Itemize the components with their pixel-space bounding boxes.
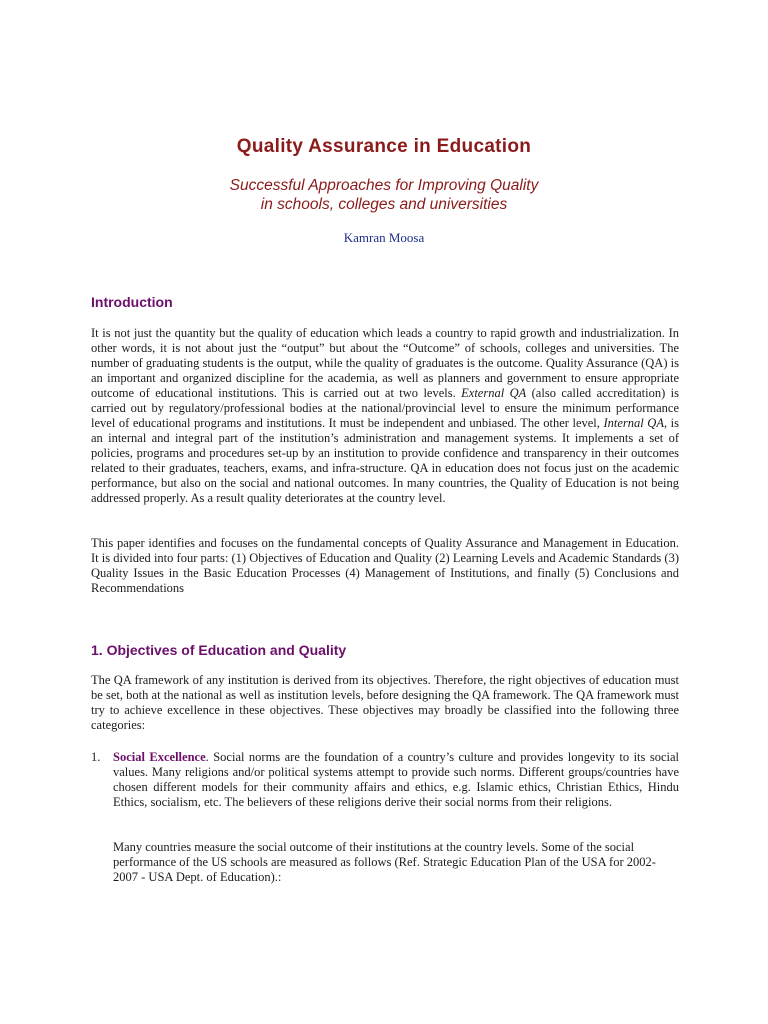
social-excellence-term: Social Excellence bbox=[113, 750, 206, 764]
document-subtitle bbox=[0, 176, 768, 214]
intro-p1-part-c: , is an internal and integral part of the institution’s administration and management systems. It implements a set of policies, programs and procedures set-up by an institution to provide confidence and transparency in their outcomes related to their graduates, teachers, exams, and infra-structure. QA in education does not focus just on the academic performance, but also on the social and national outcomes. In many countries, the Quality of Education is not being addressed properly. As a result quality deteriorates at the country level. bbox=[91, 416, 679, 505]
list-item-number: 1. bbox=[91, 750, 101, 764]
intro-p1-part-a: It is not just the quantity but the quality of education which leads a country to rapid growth and industrialization. In other words, it is not about just the “output” but about the “Outcome” of schools, colleges and universities. The number of graduating students is the output, while the quality of graduates is the outcome. Quality Assurance (QA) is an important and organized discipline for the academia, as well as planners and government to ensure appropriate outcome of educational institutions. This is carried out at two levels. bbox=[91, 326, 679, 400]
social-outcome-paragraph: Many countries measure the social outcome of their institutions at the country levels. Some of the social performance of the US schools are measured as follows (Ref. Strategic Education Plan of the USA for 2002-2007 - USA Dept. of Education).: bbox=[113, 840, 656, 884]
subtitle-line-2: in schools, colleges and universities bbox=[260, 196, 508, 213]
author-name: Kamran Moosa bbox=[343, 230, 425, 245]
introduction-paragraph-2: This paper identifies and focuses on the fundamental concepts of Quality Assurance and Management in Education. It is divided into four parts: (1) Objectives of Education and Quality (2) Learning Levels and Academic Standards (3) Quality Issues in the Basic Education Processes (4) Management of Institutions, and finally (5) Conclusions and Recommendations bbox=[91, 536, 679, 595]
internal-qa-term: Internal QA bbox=[603, 416, 664, 430]
introduction-heading: Introduction bbox=[91, 294, 173, 310]
document-title: Quality Assurance in Education bbox=[236, 136, 532, 157]
list-item-social-excellence bbox=[113, 750, 679, 810]
social-excellence-text: . Social norms are the foundation of a country’s culture and provides longevity to its social values. Many religions and/or political systems attempt to provide such norms. Different groups/countries have chosen different models for their community affairs and ethics, e.g. Islamic ethics, Christian Ethics, Hindu Ethics, socialism, etc. The believers of these religions derive their social norms from their religions. bbox=[113, 750, 680, 809]
section-1-heading: 1. Objectives of Education and Quality bbox=[91, 642, 347, 658]
intro-p1-part-b: (also called accreditation) is carried out by regulatory/professional bodies at the national/provincial level to ensure the minimum performance level of educational programs and institutions. It must be independent and unbiased. The other level, bbox=[91, 386, 680, 430]
subtitle-line-1: Successful Approaches for Improving Quality bbox=[229, 177, 539, 194]
external-qa-term: External QA bbox=[461, 386, 527, 400]
section-1-paragraph: The QA framework of any institution is derived from its objectives. Therefore, the right objectives of education must be set, both at the national as well as institution levels, before designing the QA framework. The QA framework must try to achieve excellence in these objectives. These objectives may broadly be classified into the following three categories: bbox=[91, 673, 679, 732]
introduction-paragraph-1 bbox=[91, 326, 679, 506]
